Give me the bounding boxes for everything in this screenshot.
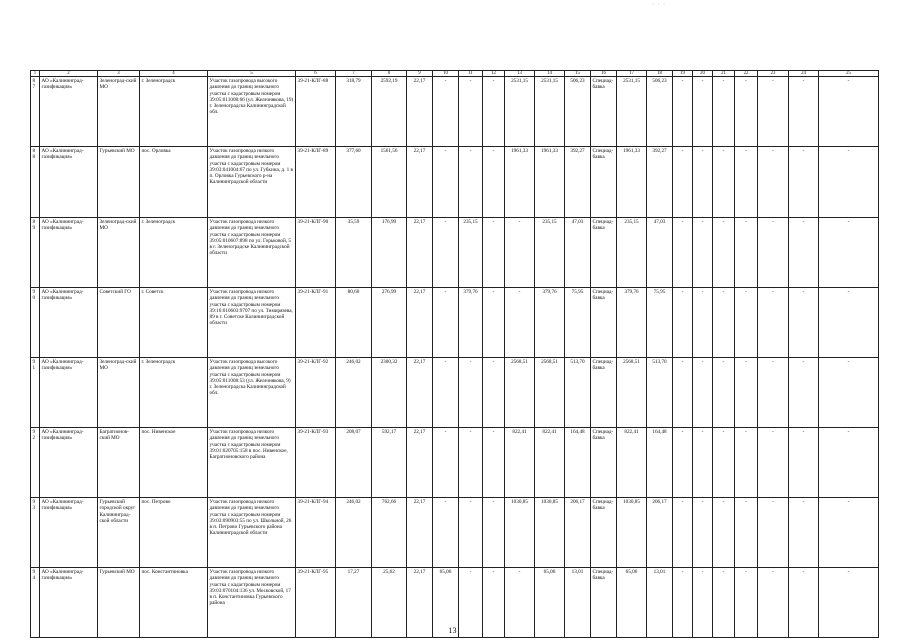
value-cell: 176,99 (372, 218, 407, 288)
column-number-cell: 25 (819, 71, 879, 77)
value-cell: - (735, 288, 758, 358)
settlement-cell: пос. Петрово (140, 498, 208, 568)
value-cell: 235,15 (459, 218, 483, 288)
value-cell: 22,17 (407, 358, 433, 428)
value-cell: 13,01 (647, 568, 673, 638)
value-cell: - (673, 288, 693, 358)
value-cell: - (693, 147, 713, 218)
value-cell: 513,70 (565, 358, 591, 428)
value-cell: - (735, 568, 758, 638)
value-cell: 318,79 (336, 77, 372, 147)
value-cell: - (673, 358, 693, 428)
value-cell: 22,17 (407, 498, 433, 568)
value-cell: 75,95 (647, 288, 673, 358)
column-number-cell: 8 (372, 71, 407, 77)
tariff-code-cell: 39-21-КЛГ-94 (296, 498, 336, 568)
column-number-cell: 21 (713, 71, 735, 77)
page-number: 13 (448, 626, 457, 635)
value-cell: - (673, 218, 693, 288)
column-number-cell: 4 (140, 71, 208, 77)
organization-cell: АО «Калининград-газификация» (40, 358, 98, 428)
row-number-cell: 94 (31, 568, 40, 638)
row-number-cell: 92 (31, 428, 40, 498)
column-number-cell: 1 (31, 71, 40, 77)
row-number-cell: 93 (31, 498, 40, 568)
column-number-cell: 2 (40, 71, 98, 77)
column-number-cell: 15 (565, 71, 591, 77)
value-cell: - (789, 218, 819, 288)
value-cell: - (483, 288, 505, 358)
value-cell: - (789, 358, 819, 428)
value-cell: - (693, 568, 713, 638)
value-cell: - (713, 498, 735, 568)
value-cell: - (758, 498, 789, 568)
tariff-code-cell: 39-21-КЛГ-95 (296, 568, 336, 638)
value-cell: - (459, 498, 483, 568)
value-cell: - (673, 498, 693, 568)
value-cell: 1561,56 (372, 147, 407, 218)
organization-cell: АО «Калининград-газификация» (40, 77, 98, 147)
value-cell: - (459, 147, 483, 218)
value-cell: 47,03 (565, 218, 591, 288)
municipality-cell: Гурьевский МО (98, 147, 140, 218)
value-cell: 35,59 (336, 218, 372, 288)
value-cell: 1030,85 (505, 498, 535, 568)
value-cell: Специад-бавка (591, 568, 617, 638)
value-cell: 65,06 (433, 568, 459, 638)
value-cell: 379,76 (617, 288, 647, 358)
column-number-cell: 18 (647, 71, 673, 77)
value-cell: - (789, 147, 819, 218)
object-description-cell: Участок газопровода низкого давления до границ земельного участка с кадастровым номером 39:03:041004:67 по ул. Губкина, д. 1 в п. Орловка Гурьевского р-на Калининградской области (208, 147, 296, 218)
value-cell: 392,27 (565, 147, 591, 218)
value-cell: 1030,85 (535, 498, 565, 568)
column-number-cell: 3 (98, 71, 140, 77)
tariff-code-cell: 39-21-КЛГ-90 (296, 218, 336, 288)
table-row (31, 147, 879, 218)
municipality-cell: Зеленоград-ский МО (98, 77, 140, 147)
value-cell: - (758, 358, 789, 428)
settlement-cell: г. Зеленоградск (140, 358, 208, 428)
value-cell: 164,48 (565, 428, 591, 498)
value-cell: - (758, 428, 789, 498)
row-number-cell: 88 (31, 147, 40, 218)
value-cell: - (433, 428, 459, 498)
organization-cell: АО «Калининград-газификация» (40, 147, 98, 218)
value-cell: 246,02 (336, 358, 372, 428)
value-cell: 2531,15 (505, 77, 535, 147)
value-cell: - (433, 147, 459, 218)
value-cell: - (819, 568, 879, 638)
value-cell: 1961,33 (617, 147, 647, 218)
tariff-code-cell: 39-21-КЛГ-93 (296, 428, 336, 498)
value-cell: - (483, 358, 505, 428)
value-cell: - (713, 218, 735, 288)
column-number-cell: 23 (758, 71, 789, 77)
value-cell: 22,17 (407, 218, 433, 288)
column-number-cell: 11 (459, 71, 483, 77)
value-cell: - (433, 288, 459, 358)
value-cell: Специад-бавка (591, 428, 617, 498)
value-cell: - (673, 568, 693, 638)
value-cell: 2300,32 (372, 358, 407, 428)
value-cell: - (713, 358, 735, 428)
value-cell: 25,62 (372, 568, 407, 638)
column-number-cell: 20 (693, 71, 713, 77)
object-description-cell: Участок газопровода низкого давления до границ земельного участка с кадастровым номером 39:03:070104:136 ул. Московской, 17 в п. Константиновка Гурьевского района (208, 568, 296, 638)
object-description-cell: Участок газопровода низкого давления до границ земельного участка с кадастровым номером 39:16:010603:9707 по ул. Тимирязева, 89 в г. Советске Калининградской области (208, 288, 296, 358)
value-cell: - (693, 498, 713, 568)
value-cell: - (483, 498, 505, 568)
value-cell: - (713, 428, 735, 498)
value-cell: - (433, 358, 459, 428)
row-number-cell: 89 (31, 218, 40, 288)
value-cell: 47,03 (647, 218, 673, 288)
value-cell: - (459, 358, 483, 428)
value-cell: - (693, 77, 713, 147)
value-cell: 246,02 (336, 498, 372, 568)
column-number-cell: 24 (789, 71, 819, 77)
value-cell: - (505, 568, 535, 638)
value-cell: - (758, 147, 789, 218)
value-cell: - (673, 428, 693, 498)
column-number-cell: 10 (433, 71, 459, 77)
value-cell: - (819, 428, 879, 498)
column-number-cell: 6 (296, 71, 336, 77)
organization-cell: АО «Калининград-газификация» (40, 498, 98, 568)
column-number-cell: 13 (505, 71, 535, 77)
value-cell: - (735, 498, 758, 568)
organization-cell: АО «Калининград-газификация» (40, 428, 98, 498)
value-cell: - (789, 568, 819, 638)
organization-cell: АО «Калининград-газификация» (40, 288, 98, 358)
object-description-cell: Участок газопровода высокого давления до границ земельного участка с кадастровым номером 39:05:011008:53 (ул. Железнякова, 9) г. Зеленоградска Калининградской обл. (208, 358, 296, 428)
value-cell: 1961,33 (535, 147, 565, 218)
value-cell: - (693, 428, 713, 498)
table-row (31, 428, 879, 498)
value-cell: - (735, 218, 758, 288)
value-cell: - (819, 77, 879, 147)
municipality-cell: Зеленоград-ский МО (98, 358, 140, 428)
value-cell: Специад-бавка (591, 77, 617, 147)
table-row (31, 358, 879, 428)
value-cell: - (433, 218, 459, 288)
organization-cell: АО «Калининград-газификация» (40, 568, 98, 638)
tariff-code-cell: 39-21-КЛГ-91 (296, 288, 336, 358)
value-cell: - (673, 147, 693, 218)
tariff-code-cell: 39-21-КЛГ-89 (296, 147, 336, 218)
value-cell: - (673, 77, 693, 147)
row-number-cell: 87 (31, 77, 40, 147)
object-description-cell: Участок газопровода низкого давления до границ земельного участка с кадастровым номером 39:01:020705:158 в пос. Нивенское, Багратионовского района (208, 428, 296, 498)
settlement-cell: пос. Орловка (140, 147, 208, 218)
value-cell: - (758, 218, 789, 288)
value-cell: - (735, 428, 758, 498)
value-cell: 513,70 (647, 358, 673, 428)
value-cell: - (758, 77, 789, 147)
page-top-mark: · · · (652, 2, 666, 8)
value-cell: 206,17 (565, 498, 591, 568)
value-cell: 22,17 (407, 288, 433, 358)
table-row (31, 498, 879, 568)
municipality-cell: Багратионов-ский МО (98, 428, 140, 498)
column-number-cell: 5 (208, 71, 296, 77)
value-cell: Специад-бавка (591, 147, 617, 218)
value-cell: 506,23 (647, 77, 673, 147)
value-cell: - (713, 568, 735, 638)
value-cell: 22,17 (407, 428, 433, 498)
value-cell: Специад-бавка (591, 498, 617, 568)
table-row (31, 77, 879, 147)
value-cell: - (735, 358, 758, 428)
value-cell: 65,06 (617, 568, 647, 638)
value-cell: - (713, 77, 735, 147)
value-cell: 276,99 (372, 288, 407, 358)
value-cell: 1961,33 (505, 147, 535, 218)
settlement-cell: г. Советск (140, 288, 208, 358)
value-cell: 379,76 (535, 288, 565, 358)
value-cell: 208,07 (336, 428, 372, 498)
value-cell: - (789, 498, 819, 568)
value-cell: - (505, 288, 535, 358)
value-cell: 13,01 (565, 568, 591, 638)
municipality-cell: Гурьевский городской округ Калининград-ской области (98, 498, 140, 568)
value-cell: - (433, 498, 459, 568)
column-number-cell: 12 (483, 71, 505, 77)
object-description-cell: Участок газопровода низкого давления до границ земельного участка с кадастровым номером 39:03:090903:55 по ул. Школьной, 26 в п. Петрово Гурьевского района Калининградской области (208, 498, 296, 568)
column-number-cell: 7 (336, 71, 372, 77)
value-cell: - (483, 568, 505, 638)
value-cell: 22,17 (407, 77, 433, 147)
column-number-cell: 14 (535, 71, 565, 77)
value-cell: 164,48 (647, 428, 673, 498)
value-cell: - (459, 428, 483, 498)
value-cell: Специад-бавка (591, 358, 617, 428)
value-cell: 17,27 (336, 568, 372, 638)
settlement-cell: г. Зеленоградск (140, 218, 208, 288)
value-cell: - (693, 288, 713, 358)
value-cell: Специад-бавка (591, 288, 617, 358)
settlement-cell: пос. Нивенское (140, 428, 208, 498)
object-description-cell: Участок газопровода низкого давления до границ земельного участка с кадастровым номером 39:05:010607:898 по ул. Горьковой, 5 в г. Зеленоградске Калининградской области (208, 218, 296, 288)
value-cell: - (819, 218, 879, 288)
value-cell: - (789, 288, 819, 358)
value-cell: - (789, 428, 819, 498)
value-cell: 2568,51 (505, 358, 535, 428)
tariff-code-cell: 39-21-КЛГ-88 (296, 77, 336, 147)
value-cell: 22,17 (407, 568, 433, 638)
value-cell: - (819, 288, 879, 358)
value-cell: - (789, 77, 819, 147)
value-cell: 206,17 (647, 498, 673, 568)
object-description-cell: Участок газопровода высокого давления до границ земельного участка с кадастровым номером 39:05:011008:66 (ул. Железнякова, 19) г. Зеленоградска Калининградской обл. (208, 77, 296, 147)
value-cell: 2531,15 (535, 77, 565, 147)
row-number-cell: 91 (31, 358, 40, 428)
value-cell: 592,17 (372, 428, 407, 498)
register-table (30, 70, 879, 638)
value-cell: 235,15 (617, 218, 647, 288)
value-cell: - (819, 498, 879, 568)
column-number-cell: 22 (735, 71, 758, 77)
value-cell: - (819, 358, 879, 428)
settlement-cell: пос. Константиновка (140, 568, 208, 638)
value-cell: 822,41 (535, 428, 565, 498)
column-number-cell: 17 (617, 71, 647, 77)
value-cell: - (819, 147, 879, 218)
organization-cell: АО «Калининград-газификация» (40, 218, 98, 288)
value-cell: - (505, 218, 535, 288)
row-number-cell: 90 (31, 288, 40, 358)
value-cell: - (758, 568, 789, 638)
value-cell: - (758, 288, 789, 358)
municipality-cell: Советский ГО (98, 288, 140, 358)
value-cell: 392,27 (647, 147, 673, 218)
value-cell: 80,60 (336, 288, 372, 358)
tariff-code-cell: 39-21-КЛГ-92 (296, 358, 336, 428)
value-cell: 506,23 (565, 77, 591, 147)
column-number-cell: 16 (591, 71, 617, 77)
value-cell: - (713, 147, 735, 218)
value-cell: - (483, 147, 505, 218)
value-cell: Специад-бавка (591, 218, 617, 288)
value-cell: - (735, 77, 758, 147)
table-row (31, 288, 879, 358)
settlement-cell: г. Зеленоградск (140, 77, 208, 147)
value-cell: 2531,15 (617, 77, 647, 147)
value-cell: 75,95 (565, 288, 591, 358)
value-cell: - (693, 358, 713, 428)
value-cell: - (483, 77, 505, 147)
municipality-cell: Гурьевский МО (98, 568, 140, 638)
value-cell: - (483, 218, 505, 288)
value-cell: 822,41 (617, 428, 647, 498)
value-cell: 235,15 (535, 218, 565, 288)
table-row (31, 218, 879, 288)
value-cell: 2568,51 (617, 358, 647, 428)
value-cell: - (713, 288, 735, 358)
value-cell: - (693, 218, 713, 288)
column-number-cell: 19 (673, 71, 693, 77)
value-cell: 22,17 (407, 147, 433, 218)
municipality-cell: Зеленоград-ский МО (98, 218, 140, 288)
value-cell: 822,41 (505, 428, 535, 498)
value-cell: 377,60 (336, 147, 372, 218)
value-cell: - (483, 428, 505, 498)
value-cell: 2568,51 (535, 358, 565, 428)
value-cell: - (735, 147, 758, 218)
value-cell: 379,76 (459, 288, 483, 358)
value-cell: - (459, 77, 483, 147)
value-cell: - (433, 77, 459, 147)
value-cell: 65,06 (535, 568, 565, 638)
value-cell: 2592,19 (372, 77, 407, 147)
value-cell: 762,66 (372, 498, 407, 568)
value-cell: 1030,85 (617, 498, 647, 568)
value-cell: - (459, 568, 483, 638)
column-number-cell: 9 (407, 71, 433, 77)
